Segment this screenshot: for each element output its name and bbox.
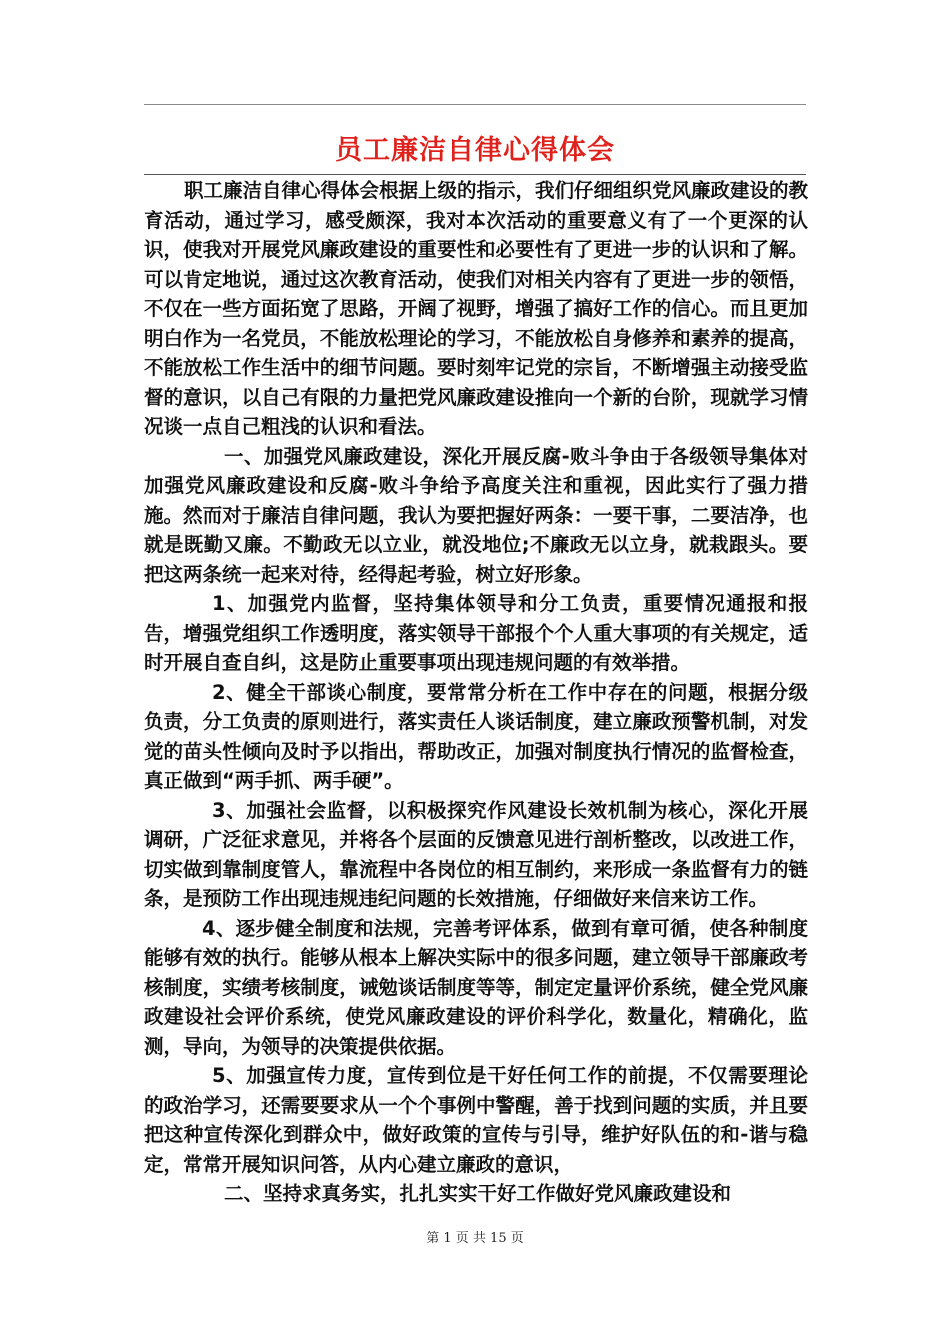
document-body: [144, 176, 808, 1209]
paragraph-item-5: 5、加强宣传力度，宣传到位是干好任何工作的前提，不仅需要理论的政治学习，还需要要求从一个个事例中警醒，善于找到问题的实质，并且要把这种宣传深化到群众中，做好政策的宣传与引导，维护好队伍的和-谐与稳定，常常开展知识问答，从内心建立廉政的意识，: [144, 1064, 808, 1176]
page-number: 第 1 页 共 15 页: [426, 1231, 524, 1246]
paragraph-section-1: 一、加强党风廉政建设，深化开展反腐-败斗争由于各级领导集体对加强党风廉政建设和反腐-败斗争给予高度关注和重视，因此实行了强力措施。然而对于廉洁自律问题，我认为要把握好两条：一要干事，二要洁净，也就是既勤又廉。不勤政无以立业，就没地位;不廉政无以立身，就栽跟头。要把这两条统一起来对待，经得起考验，树立好形象。: [144, 444, 808, 586]
header-rule: [144, 104, 806, 105]
paragraph-item-3: 3、加强社会监督，以积极探究作风建设长效机制为核心，深化开展调研，广泛征求意见，并将各个层面的反馈意见进行剖析整改，以改进工作，切实做到靠制度管人，靠流程中各岗位的相互制约，来形成一条监督有力的链条，是预防工作出现违规违纪问题的长效措施，仔细做好来信来访工作。: [144, 798, 808, 910]
paragraph-item-4: 4、逐步健全制度和法规，完善考评体系，做到有章可循，使各种制度能够有效的执行。能够从根本上解决实际中的很多问题，建立领导干部廉政考核制度，实绩考核制度，诫勉谈话制度等等，制定定量评价系统，健全党风廉政建设社会评价系统，使党风廉政建设的评价科学化，数量化，精确化，监测，导向，为领导的决策提供依据。: [144, 916, 808, 1058]
paragraph-intro: 职工廉洁自律心得体会根据上级的指示，我们仔细组织党风廉政建设的教育活动，通过学习，感受颇深，我对本次活动的重要意义有了一个更深的认识，使我对开展党风廉政建设的重要性和必要性有了更进一步的认识和了解。可以肯定地说，通过这次教育活动，使我们对相关内容有了更进一步的领悟，不仅在一些方面拓宽了思路，开阔了视野，增强了搞好工作的信心。而且更加明白作为一名党员，不能放松理论的学习，不能放松自身修养和素养的提高，不能放松工作生活中的细节问题。要时刻牢记党的宗旨，不断增强主动接受监督的意识，以自己有限的力量把党风廉政建设推向一个新的台阶，现就学习情况谈一点自己粗浅的认识和看法。: [144, 179, 809, 438]
paragraph-section-2: 二、坚持求真务实，扎扎实实干好工作做好党风廉政建设和: [224, 1182, 732, 1205]
title-rule: [144, 174, 806, 175]
document-title: 员工廉洁自律心得体会: [335, 135, 615, 166]
paragraph-item-2: 2、健全干部谈心制度，要常常分析在工作中存在的问题，根据分级负责，分工负责的原则进行，落实责任人谈话制度，建立廉政预警机制，对发觉的苗头性倾向及时予以指出，帮助改正，加强对制度执行情况的监督检查，真正做到“两手抓、两手硬”。: [144, 680, 808, 792]
paragraph-item-1: 1、加强党内监督，坚持集体领导和分工负责，重要情况通报和报告，增强党组织工作透明度，落实领导干部报个个人重大事项的有关规定，适时开展自查自纠，这是防止重要事项出现违规问题的有效举措。: [144, 592, 808, 674]
